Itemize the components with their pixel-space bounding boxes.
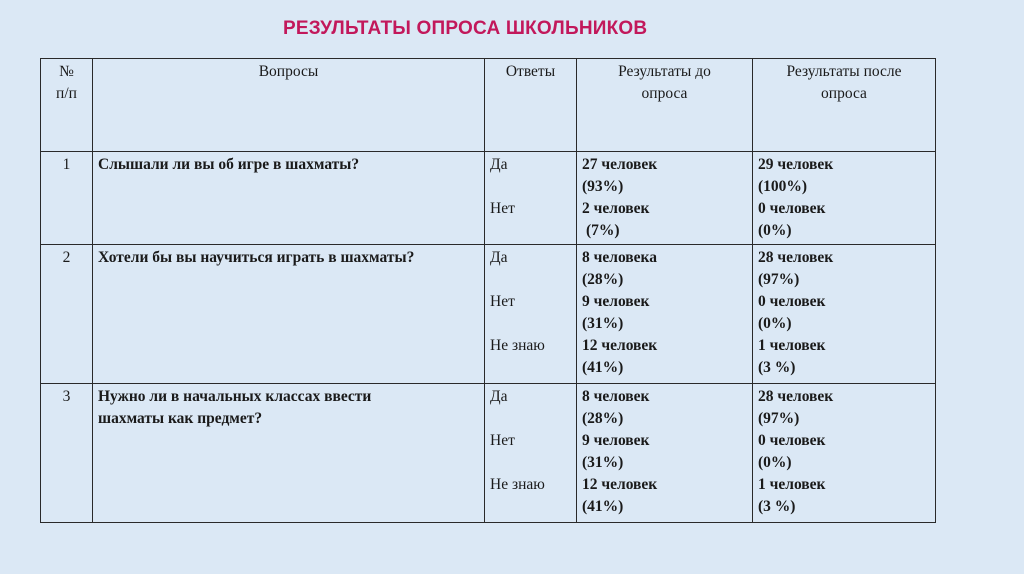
table-header-row: [41, 59, 936, 152]
row-3-question: [93, 384, 485, 523]
answer-line: Да: [490, 249, 508, 266]
result-line: (31%): [582, 315, 624, 332]
result-line: 9 человек: [582, 293, 650, 310]
header-before: [577, 59, 753, 152]
result-line: (0%): [758, 454, 792, 471]
table-row: [41, 245, 936, 384]
result-line: (41%): [582, 359, 624, 376]
result-line: (93%): [582, 178, 624, 195]
result-line: (7%): [586, 222, 620, 239]
header-after-line-2: опроса: [821, 85, 867, 102]
answer-line: Нет: [490, 293, 515, 310]
row-3-before: [577, 384, 753, 523]
result-line: 1 человек: [758, 337, 826, 354]
row-2-after: [753, 245, 936, 384]
row-2-num: 2: [41, 245, 93, 384]
answer-line: Не знаю: [490, 476, 545, 493]
answer-spacer: [490, 408, 571, 430]
header-before-line-2: опроса: [641, 85, 688, 102]
result-line: 0 человек: [758, 432, 826, 449]
result-line: 29 человек: [758, 156, 834, 173]
row-3-after: [753, 384, 936, 523]
result-line: (3 %): [758, 359, 796, 376]
result-line: 27 человек: [582, 156, 658, 173]
result-line: (31%): [582, 454, 624, 471]
question-line: шахматы как предмет?: [98, 410, 263, 427]
question-line: Слышали ли вы об игре в шахматы?: [98, 156, 360, 173]
header-after: [753, 59, 936, 152]
header-num-line-2: п/п: [56, 85, 77, 102]
result-line: 8 человека: [582, 249, 658, 266]
header-question: [93, 59, 485, 152]
header-num-line-1: №: [59, 63, 74, 80]
answer-line: Да: [490, 388, 508, 405]
answer-line: Не знаю: [490, 337, 545, 354]
result-line: 12 человек: [582, 476, 658, 493]
table-row: [41, 384, 936, 523]
result-line: 2 человек: [582, 200, 650, 217]
answer-spacer: [490, 452, 571, 474]
answer-line: Нет: [490, 200, 515, 217]
result-line: 12 человек: [582, 337, 658, 354]
row-2-answers: [485, 245, 577, 384]
result-line: 9 человек: [582, 432, 650, 449]
answer-line: Да: [490, 156, 508, 173]
result-line: 0 человек: [758, 293, 826, 310]
result-line: (3 %): [758, 498, 796, 515]
row-3-num: 3: [41, 384, 93, 523]
result-line: (0%): [758, 315, 792, 332]
result-line: 8 человек: [582, 388, 650, 405]
result-line: (0%): [758, 222, 792, 239]
row-2-question: [93, 245, 485, 384]
result-line: 0 человек: [758, 200, 826, 217]
answer-spacer: [490, 176, 571, 198]
table-row: [41, 152, 936, 245]
row-1-question: [93, 152, 485, 245]
question-line: Нужно ли в начальных классах ввести: [98, 388, 372, 405]
result-line: (41%): [582, 498, 624, 515]
row-3-answers: [485, 384, 577, 523]
survey-results-table: [40, 58, 936, 523]
answer-spacer: [490, 269, 571, 291]
header-question-label: Вопросы: [258, 63, 319, 80]
result-line: 28 человек: [758, 388, 834, 405]
result-line: (28%): [582, 410, 624, 427]
answer-spacer: [490, 313, 571, 335]
header-before-line-1: Результаты до: [618, 63, 711, 80]
row-2-before: [577, 245, 753, 384]
slide-title: РЕЗУЛЬТАТЫ ОПРОСА ШКОЛЬНИКОВ: [283, 18, 648, 39]
header-num: [41, 59, 93, 152]
result-line: (100%): [758, 178, 808, 195]
header-after-line-1: Результаты после: [786, 63, 902, 80]
header-answers-label: Ответы: [505, 63, 556, 80]
result-line: (28%): [582, 271, 624, 288]
result-line: (97%): [758, 410, 800, 427]
question-line: Хотели бы вы научиться играть в шахматы?: [98, 249, 415, 266]
result-line: 1 человек: [758, 476, 826, 493]
result-line: (97%): [758, 271, 800, 288]
row-1-before: [577, 152, 753, 245]
row-1-num: 1: [41, 152, 93, 245]
row-1-answers: [485, 152, 577, 245]
header-answers: [485, 59, 577, 152]
answer-line: Нет: [490, 432, 515, 449]
result-line: 28 человек: [758, 249, 834, 266]
row-1-after: [753, 152, 936, 245]
